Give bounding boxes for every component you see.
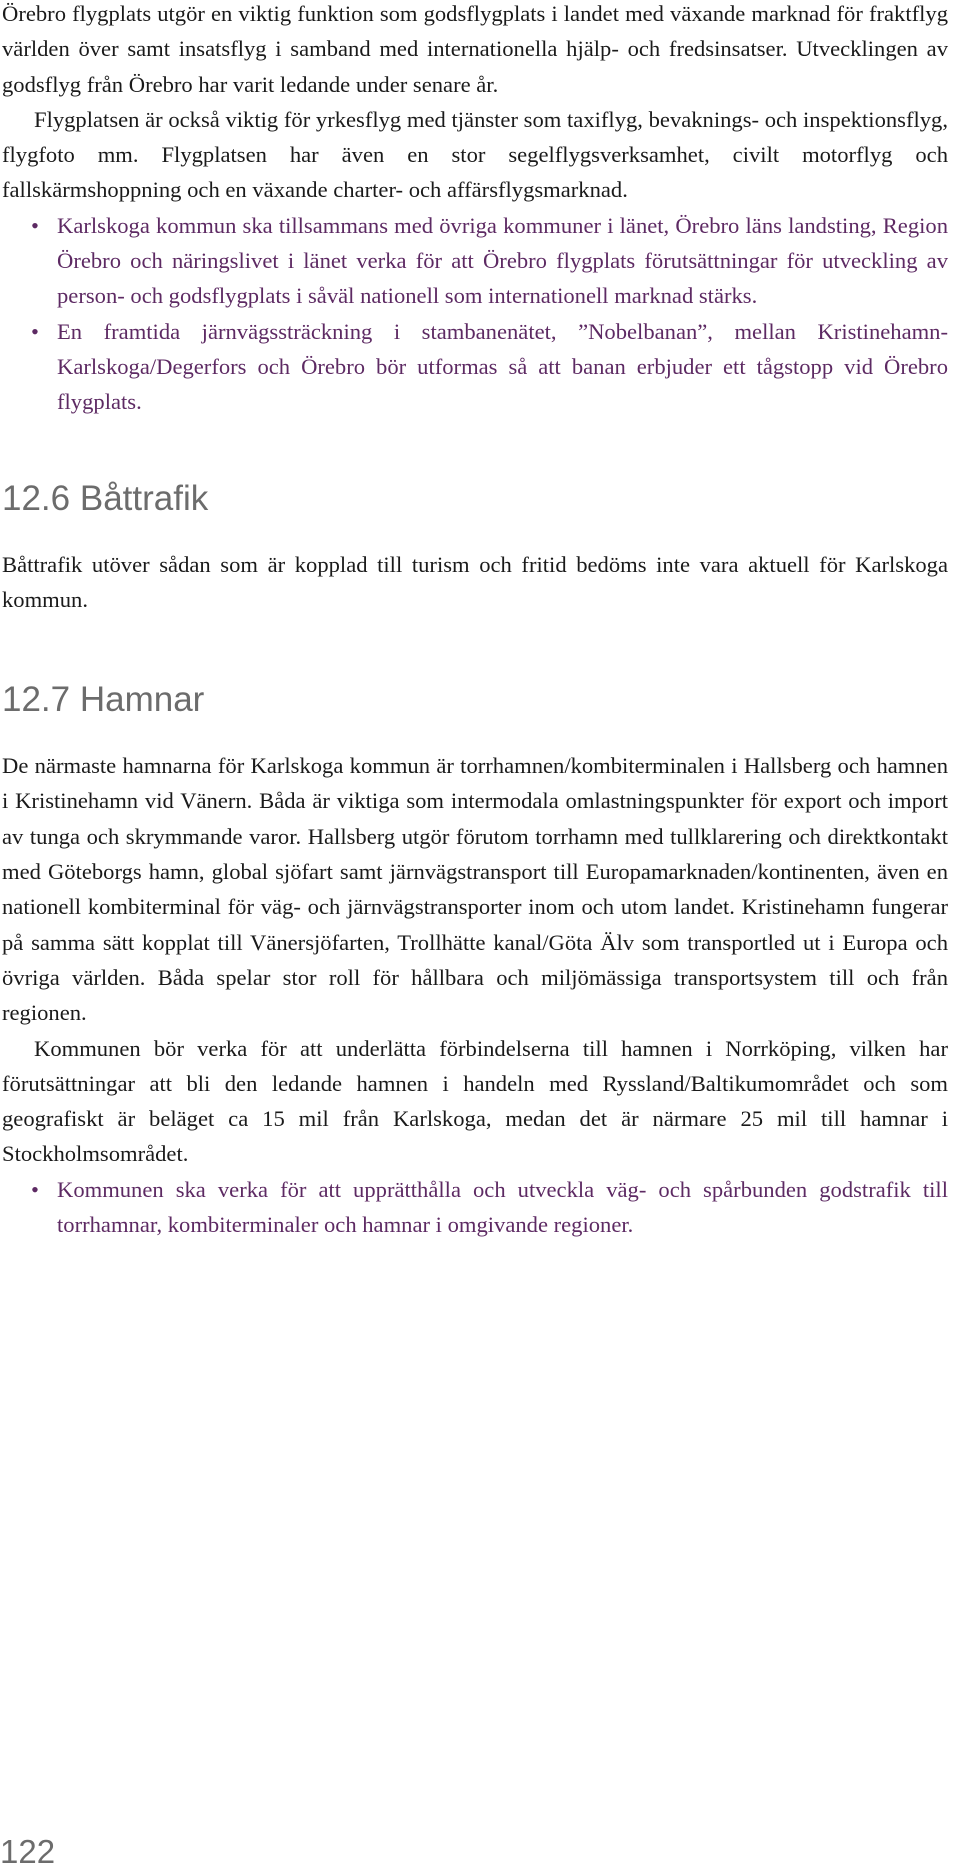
policy-item-text: Karlskoga kommun ska tillsammans med övriga kommuner i länet, Örebro läns landsting, Region Örebro och näringslivet i länet verka för att Örebro flygplats förutsättningar för utveckling av person- och godsflygplats i såväl nationell som internationell marknad stärks. xyxy=(57,212,948,309)
policy-item xyxy=(2,1172,948,1243)
policy-item-text: En framtida järnvägssträckning i stambanenätet, ”Nobelbanan”, mellan Kristinehamn-Karlskoga/Degerfors och Örebro bör utformas så att banan erbjuder ett tågstopp vid Örebro flygplats. xyxy=(57,318,948,415)
bullet-icon: • xyxy=(31,212,39,238)
intro-paragraph-2: Flygplatsen är också viktig för yrkesflyg med tjänster som taxiflyg, bevaknings- och inspektionsflyg, flygfoto mm. Flygplatsen har även en stor segelflygsverksamhet, civilt motorflyg och fallskärmshoppning och en växande charter- och affärsflygsmarknad. xyxy=(2,106,948,203)
intro-paragraph: Örebro flygplats utgör en viktig funktion som godsflygplats i landet med växande marknad för fraktflyg världen över samt insatsflyg i samband med internationella hjälp- och fredsinsatser. Utvecklingen av godsflyg från Örebro har varit ledande under senare år. xyxy=(2,1,948,97)
section-heading-hamnar: 12.7 Hamnar xyxy=(2,680,205,720)
bullet-icon: • xyxy=(31,1176,39,1202)
section-heading-baattrafik: 12.6 Båttrafik xyxy=(2,478,209,518)
policy-list-airport xyxy=(2,208,948,420)
policy-item xyxy=(2,208,948,314)
bullet-icon: • xyxy=(31,318,39,344)
baattrafik-paragraph: Båttrafik utöver sådan som är kopplad till turism och fritid bedöms inte vara aktuell för Karlskoga kommun. xyxy=(2,551,948,612)
hamnar-paragraph-2: Kommunen bör verka för att underlätta förbindelserna till hamnen i Norrköping, vilken har förutsättningar att bli den ledande hamnen i handeln med Ryssland/Baltikumområdet och som geografiskt är beläget ca 15 mil från Karlskoga, medan det är närmare 25 mil till hamnar i Stockholmsområdet. xyxy=(2,1035,948,1167)
policy-list-harbours xyxy=(2,1172,948,1243)
hamnar-paragraph: De närmaste hamnarna för Karlskoga kommun är torrhamnen/kombiterminalen i Hallsberg och hamnen i Kristinehamn vid Vänern. Båda är viktiga som intermodala omlastningspunkter för export och import av tunga och skrymmande varor. Hallsberg utgör förutom torrhamn med tullklarering och direktkontakt med Göteborgs hamn, global sjöfart samt järnvägstransport till Europamarknaden/kontinenten, även en nationell kombiterminal för väg- och järnvägstransporter inom och utom landet. Kristinehamn fungerar på samma sätt kopplat till Vänersjöfarten, Trollhätte kanal/Göta Älv som transportled ut i Europa och övriga världen. Båda spelar stor roll för hållbara och miljömässiga transportsystem till och från regionen. xyxy=(2,753,948,1026)
policy-item xyxy=(2,314,948,420)
page-number: 122 xyxy=(0,1833,56,1870)
policy-item-text: Kommunen ska verka för att upprätthålla och utveckla väg- och spårbunden godstrafik till torrhamnar, kombiterminaler och hamnar i omgivande regioner. xyxy=(57,1176,948,1238)
